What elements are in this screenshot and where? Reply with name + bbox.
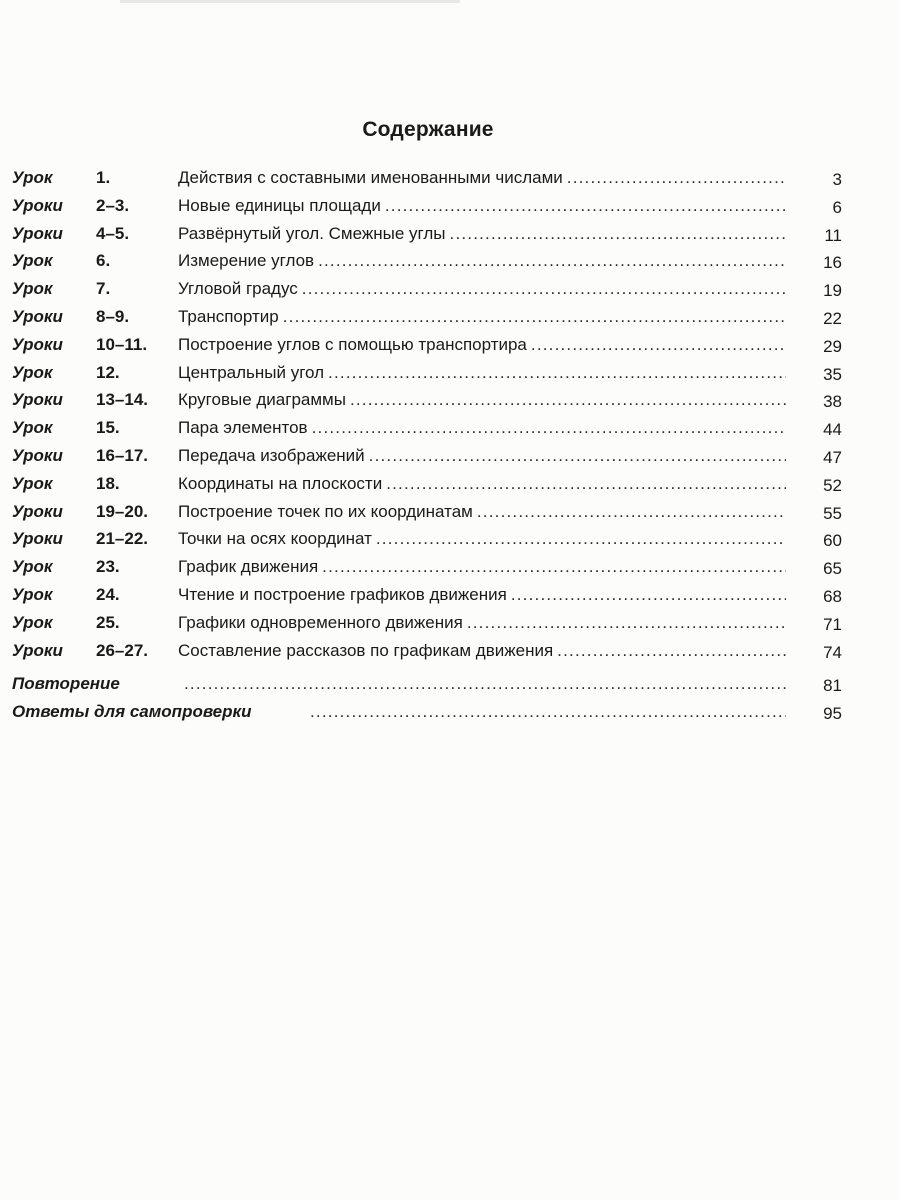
toc-lesson-number: 8–9.: [96, 306, 130, 326]
toc-page-number: 11: [824, 225, 842, 245]
toc-row[interactable]: [12, 275, 842, 303]
toc-row[interactable]: [12, 303, 842, 331]
toc-leader-dots: [386, 470, 786, 498]
toc-topic: [178, 609, 786, 637]
toc-row[interactable]: [12, 525, 842, 553]
toc-topic-title: Пара элементов: [178, 418, 308, 438]
toc-lesson-number: 25.: [96, 612, 120, 632]
toc-row[interactable]: [12, 164, 842, 192]
toc-page-number: 55: [823, 503, 842, 523]
toc-topic: [178, 303, 786, 331]
toc-lesson-kind: Урок: [12, 251, 53, 271]
toc-lesson-number: 6.: [96, 251, 111, 271]
toc-page-number: 16: [823, 253, 842, 273]
toc-row[interactable]: [12, 498, 842, 526]
table-of-contents: [12, 164, 842, 726]
toc-leader-dots: [310, 698, 786, 726]
toc-lesson-number: 23.: [96, 557, 120, 577]
toc-lesson-kind: Уроки: [12, 390, 63, 410]
toc-topic-title: Точки на осях координат: [178, 529, 372, 549]
toc-topic: [178, 192, 786, 220]
toc-leader-dots: [350, 386, 786, 414]
toc-row[interactable]: [12, 414, 842, 442]
toc-lesson-number: 19–20.: [96, 501, 148, 521]
toc-lesson-number: 15.: [96, 418, 120, 438]
toc-summary-label: Ответы для самопроверки: [12, 702, 252, 722]
toc-summary-row-answers[interactable]: [12, 698, 842, 726]
toc-lesson-number: 13–14.: [96, 390, 148, 410]
toc-page-number: 71: [823, 614, 842, 634]
toc-leader-dots: [557, 637, 786, 665]
toc-topic-title: Координаты на плоскости: [178, 473, 383, 493]
toc-row[interactable]: [12, 386, 842, 414]
toc-lesson-kind: Урок: [12, 168, 53, 187]
toc-leader-dots: [376, 525, 786, 553]
toc-page-number: 44: [823, 420, 842, 440]
toc-row[interactable]: [12, 331, 842, 359]
toc-topic: [178, 275, 786, 303]
toc-topic-title: Круговые диаграммы: [178, 390, 346, 410]
toc-lesson-kind: Уроки: [12, 529, 63, 549]
toc-row[interactable]: [12, 442, 842, 470]
toc-topic: [178, 414, 786, 442]
toc-topic: [178, 331, 786, 359]
toc-page-number: 3: [832, 170, 842, 189]
toc-topic-title: Построение точек по их координатам: [178, 501, 473, 521]
page-title: Содержание: [362, 118, 494, 141]
toc-row[interactable]: [12, 359, 842, 387]
toc-lesson-number: 16–17.: [96, 445, 148, 465]
toc-topic-title: Развёрнутый угол. Смежные углы: [178, 223, 446, 243]
toc-row[interactable]: [12, 220, 842, 248]
toc-lesson-number: 1.: [96, 168, 111, 187]
toc-leader-dots: [385, 192, 786, 220]
toc-row[interactable]: [12, 470, 842, 498]
toc-topic: [178, 220, 786, 248]
toc-topic: [178, 470, 786, 498]
toc-topic: [178, 525, 786, 553]
toc-topic-title: Новые единицы площади: [178, 195, 381, 215]
toc-leader-dots: [369, 442, 786, 470]
toc-page-number: 65: [823, 559, 842, 579]
toc-leader-dots: [283, 303, 786, 331]
toc-page-number: 22: [823, 308, 842, 328]
toc-lesson-number: 24.: [96, 584, 120, 604]
toc-topic: [178, 164, 786, 192]
toc-row[interactable]: [12, 637, 842, 665]
toc-topic-title: Транспортир: [178, 306, 279, 326]
scan-edge-mark: [120, 0, 460, 3]
toc-leader-dots: [318, 247, 786, 275]
toc-topic-title: График движения: [178, 557, 319, 577]
toc-leader-dots: [531, 331, 786, 359]
toc-row[interactable]: [12, 247, 842, 275]
toc-topic-title: Составление рассказов по графикам движения: [178, 640, 554, 660]
toc-leader-dots: [511, 581, 786, 609]
toc-lesson-kind: Уроки: [12, 223, 63, 243]
toc-topic: [178, 386, 786, 414]
toc-lesson-number: 10–11.: [96, 334, 148, 354]
toc-row[interactable]: [12, 192, 842, 220]
toc-topic: [178, 442, 786, 470]
toc-page-number: 35: [823, 364, 842, 384]
toc-page-number: 60: [823, 531, 842, 551]
toc-lesson-number: 2–3.: [96, 195, 130, 215]
toc-leader-dots: [477, 498, 786, 526]
toc-lesson-kind: Уроки: [12, 445, 63, 465]
toc-lesson-number: 26–27.: [96, 640, 148, 660]
toc-topic: [178, 247, 786, 275]
toc-topic-title: Построение углов с помощью транспортира: [178, 334, 527, 354]
toc-lesson-kind: Уроки: [12, 195, 63, 215]
toc-leader-dots: [322, 553, 786, 581]
toc-topic: [178, 637, 786, 665]
toc-topic-title: Графики одновременного движения: [178, 612, 463, 632]
toc-topic: [178, 553, 786, 581]
toc-lesson-kind: Урок: [12, 418, 53, 438]
toc-lesson-number: 12.: [96, 362, 120, 382]
toc-page-number: 81: [823, 676, 842, 696]
toc-row[interactable]: [12, 553, 842, 581]
toc-lesson-kind: Уроки: [12, 640, 63, 660]
toc-lesson-kind: Уроки: [12, 306, 63, 326]
toc-topic-title: Угловой градус: [178, 279, 298, 299]
toc-topic-title: Центральный угол: [178, 362, 325, 382]
toc-lesson-kind: Урок: [12, 612, 53, 632]
toc-page-number: 29: [823, 336, 842, 356]
toc-leader-dots: [450, 220, 786, 248]
toc-leader-dots: [302, 275, 786, 303]
toc-page-number: 95: [823, 704, 842, 724]
toc-lesson-kind: Урок: [12, 473, 53, 493]
toc-topic-title: Действия с составными именованными числами: [178, 168, 563, 187]
toc-lesson-kind: Уроки: [12, 501, 63, 521]
toc-page-number: 38: [823, 392, 842, 412]
toc-summary-label: Повторение: [12, 674, 120, 694]
toc-lesson-kind: Урок: [12, 584, 53, 604]
toc-lesson-number: 21–22.: [96, 529, 148, 549]
toc-page-number: 52: [823, 475, 842, 495]
toc-leader-dots: [312, 414, 786, 442]
toc-topic-title: Передача изображений: [178, 445, 365, 465]
toc-row[interactable]: [12, 581, 842, 609]
toc-summary-row-review[interactable]: [12, 670, 842, 698]
toc-page-number: 68: [823, 586, 842, 606]
toc-topic: [178, 498, 786, 526]
toc-entries: [12, 164, 842, 664]
toc-leader-dots: [467, 609, 786, 637]
toc-topic: [178, 581, 786, 609]
toc-page-number: 6: [832, 197, 842, 217]
toc-page-number: 47: [823, 447, 842, 467]
toc-lesson-kind: Урок: [12, 279, 53, 299]
toc-leader-dots: [567, 164, 786, 192]
toc-lesson-number: 18.: [96, 473, 120, 493]
toc-lesson-number: 4–5.: [96, 223, 130, 243]
toc-lesson-kind: Урок: [12, 557, 53, 577]
toc-page-number: 19: [823, 281, 842, 301]
toc-topic: [178, 359, 786, 387]
toc-leader-dots: [184, 670, 786, 698]
toc-topic-title: Чтение и построение графиков движения: [178, 584, 507, 604]
toc-leader-dots: [328, 359, 786, 387]
toc-page-number: 74: [823, 642, 842, 662]
toc-row[interactable]: [12, 609, 842, 637]
toc-lesson-kind: Уроки: [12, 334, 63, 354]
toc-lesson-number: 7.: [96, 279, 111, 299]
toc-topic-title: Измерение углов: [178, 251, 315, 271]
toc-lesson-kind: Урок: [12, 362, 53, 382]
